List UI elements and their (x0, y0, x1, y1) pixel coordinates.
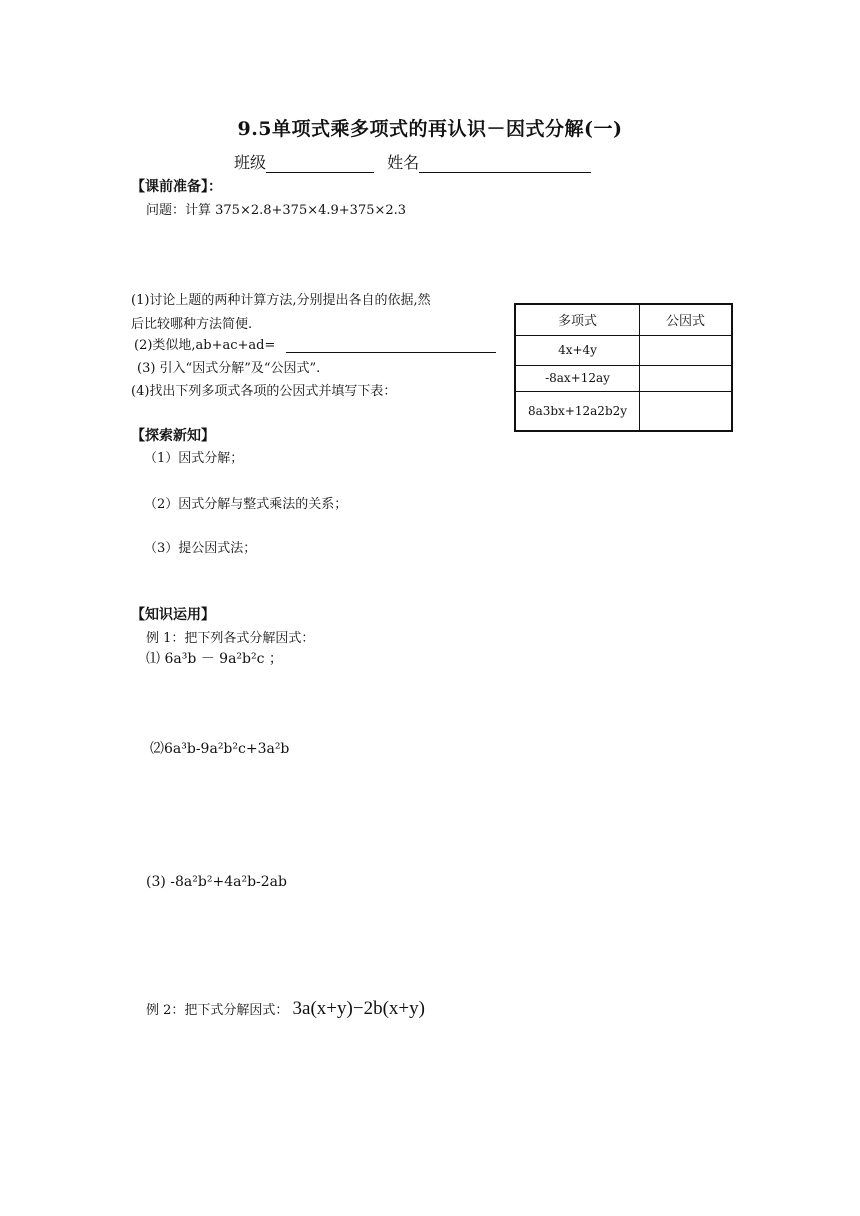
table-cell-polynomial: -8ax+12ay (515, 365, 640, 391)
table-cell-polynomial: 4x+4y (515, 335, 640, 365)
table-header-polynomial: 多项式 (515, 304, 640, 335)
explore-item-3: （3）提公因式法； (144, 541, 257, 556)
example1-item-1 (146, 648, 283, 668)
table-cell-factor[interactable] (640, 365, 733, 391)
expression: -8a²b²+4a²b-2ab (170, 874, 287, 890)
table-row (515, 365, 732, 391)
example2 (146, 998, 425, 1020)
prep-heading: 【课前准备】： (131, 179, 222, 195)
name-blank[interactable] (419, 154, 591, 173)
common-factor-table (514, 303, 733, 432)
prep-item1-line1: (1)讨论上题的两种计算方法,分别提出各自的依据,然 (131, 293, 431, 308)
table-header-factor: 公因式 (640, 304, 733, 335)
table-cell-factor[interactable] (640, 335, 733, 365)
explore-item-1: （1）因式分解； (144, 451, 244, 466)
expression: 6a³b-9a²b²c+3a²b (164, 741, 290, 757)
apply-heading: 【知识运用】 (131, 607, 215, 623)
explore-item-2: （2）因式分解与整式乘法的关系； (144, 497, 348, 512)
item-number: ⑴ (146, 651, 160, 667)
class-name-line (234, 150, 591, 173)
table-cell-factor[interactable] (640, 391, 733, 431)
prep-item1-line2: 后比较哪种方法简便. (131, 317, 253, 332)
prep-problem: 问题：计算 375×2.8+375×4.9+375×2.3 (146, 203, 407, 218)
table-row (515, 335, 732, 365)
page-title: 9.5单项式乘多项式的再认识－因式分解(一) (237, 118, 623, 140)
example1-item-2 (150, 738, 289, 758)
example2-expression: 3a(x+y)−2b(x+y) (292, 998, 425, 1019)
table-row (515, 391, 732, 431)
table-cell-polynomial: 8a3bx+12a2b2y (515, 391, 640, 431)
explore-heading: 【探索新知】 (131, 428, 215, 444)
class-label: 班级 (234, 153, 267, 172)
item-number: (3) (146, 874, 166, 890)
item2-answer-blank[interactable] (286, 338, 496, 353)
prep-item2 (134, 334, 496, 353)
example1-item-3 (146, 874, 287, 890)
example2-label: 例 2：把下式分解因式： (146, 1003, 289, 1018)
example1-label: 例 1：把下列各式分解因式： (146, 631, 315, 646)
item-number: ⑵ (150, 741, 164, 757)
prep-item3: (3) 引入“因式分解”及“公因式”. (137, 361, 321, 376)
class-blank[interactable] (266, 154, 374, 173)
table-header-row (515, 304, 732, 335)
prep-item2-text: (2)类似地,ab+ac+ad= (134, 338, 276, 353)
name-label: 姓名 (387, 153, 420, 172)
expression: 6a³b － 9a²b²c ； (164, 651, 283, 667)
prep-item4: (4)找出下列多项式各项的公因式并填写下表： (131, 384, 397, 399)
